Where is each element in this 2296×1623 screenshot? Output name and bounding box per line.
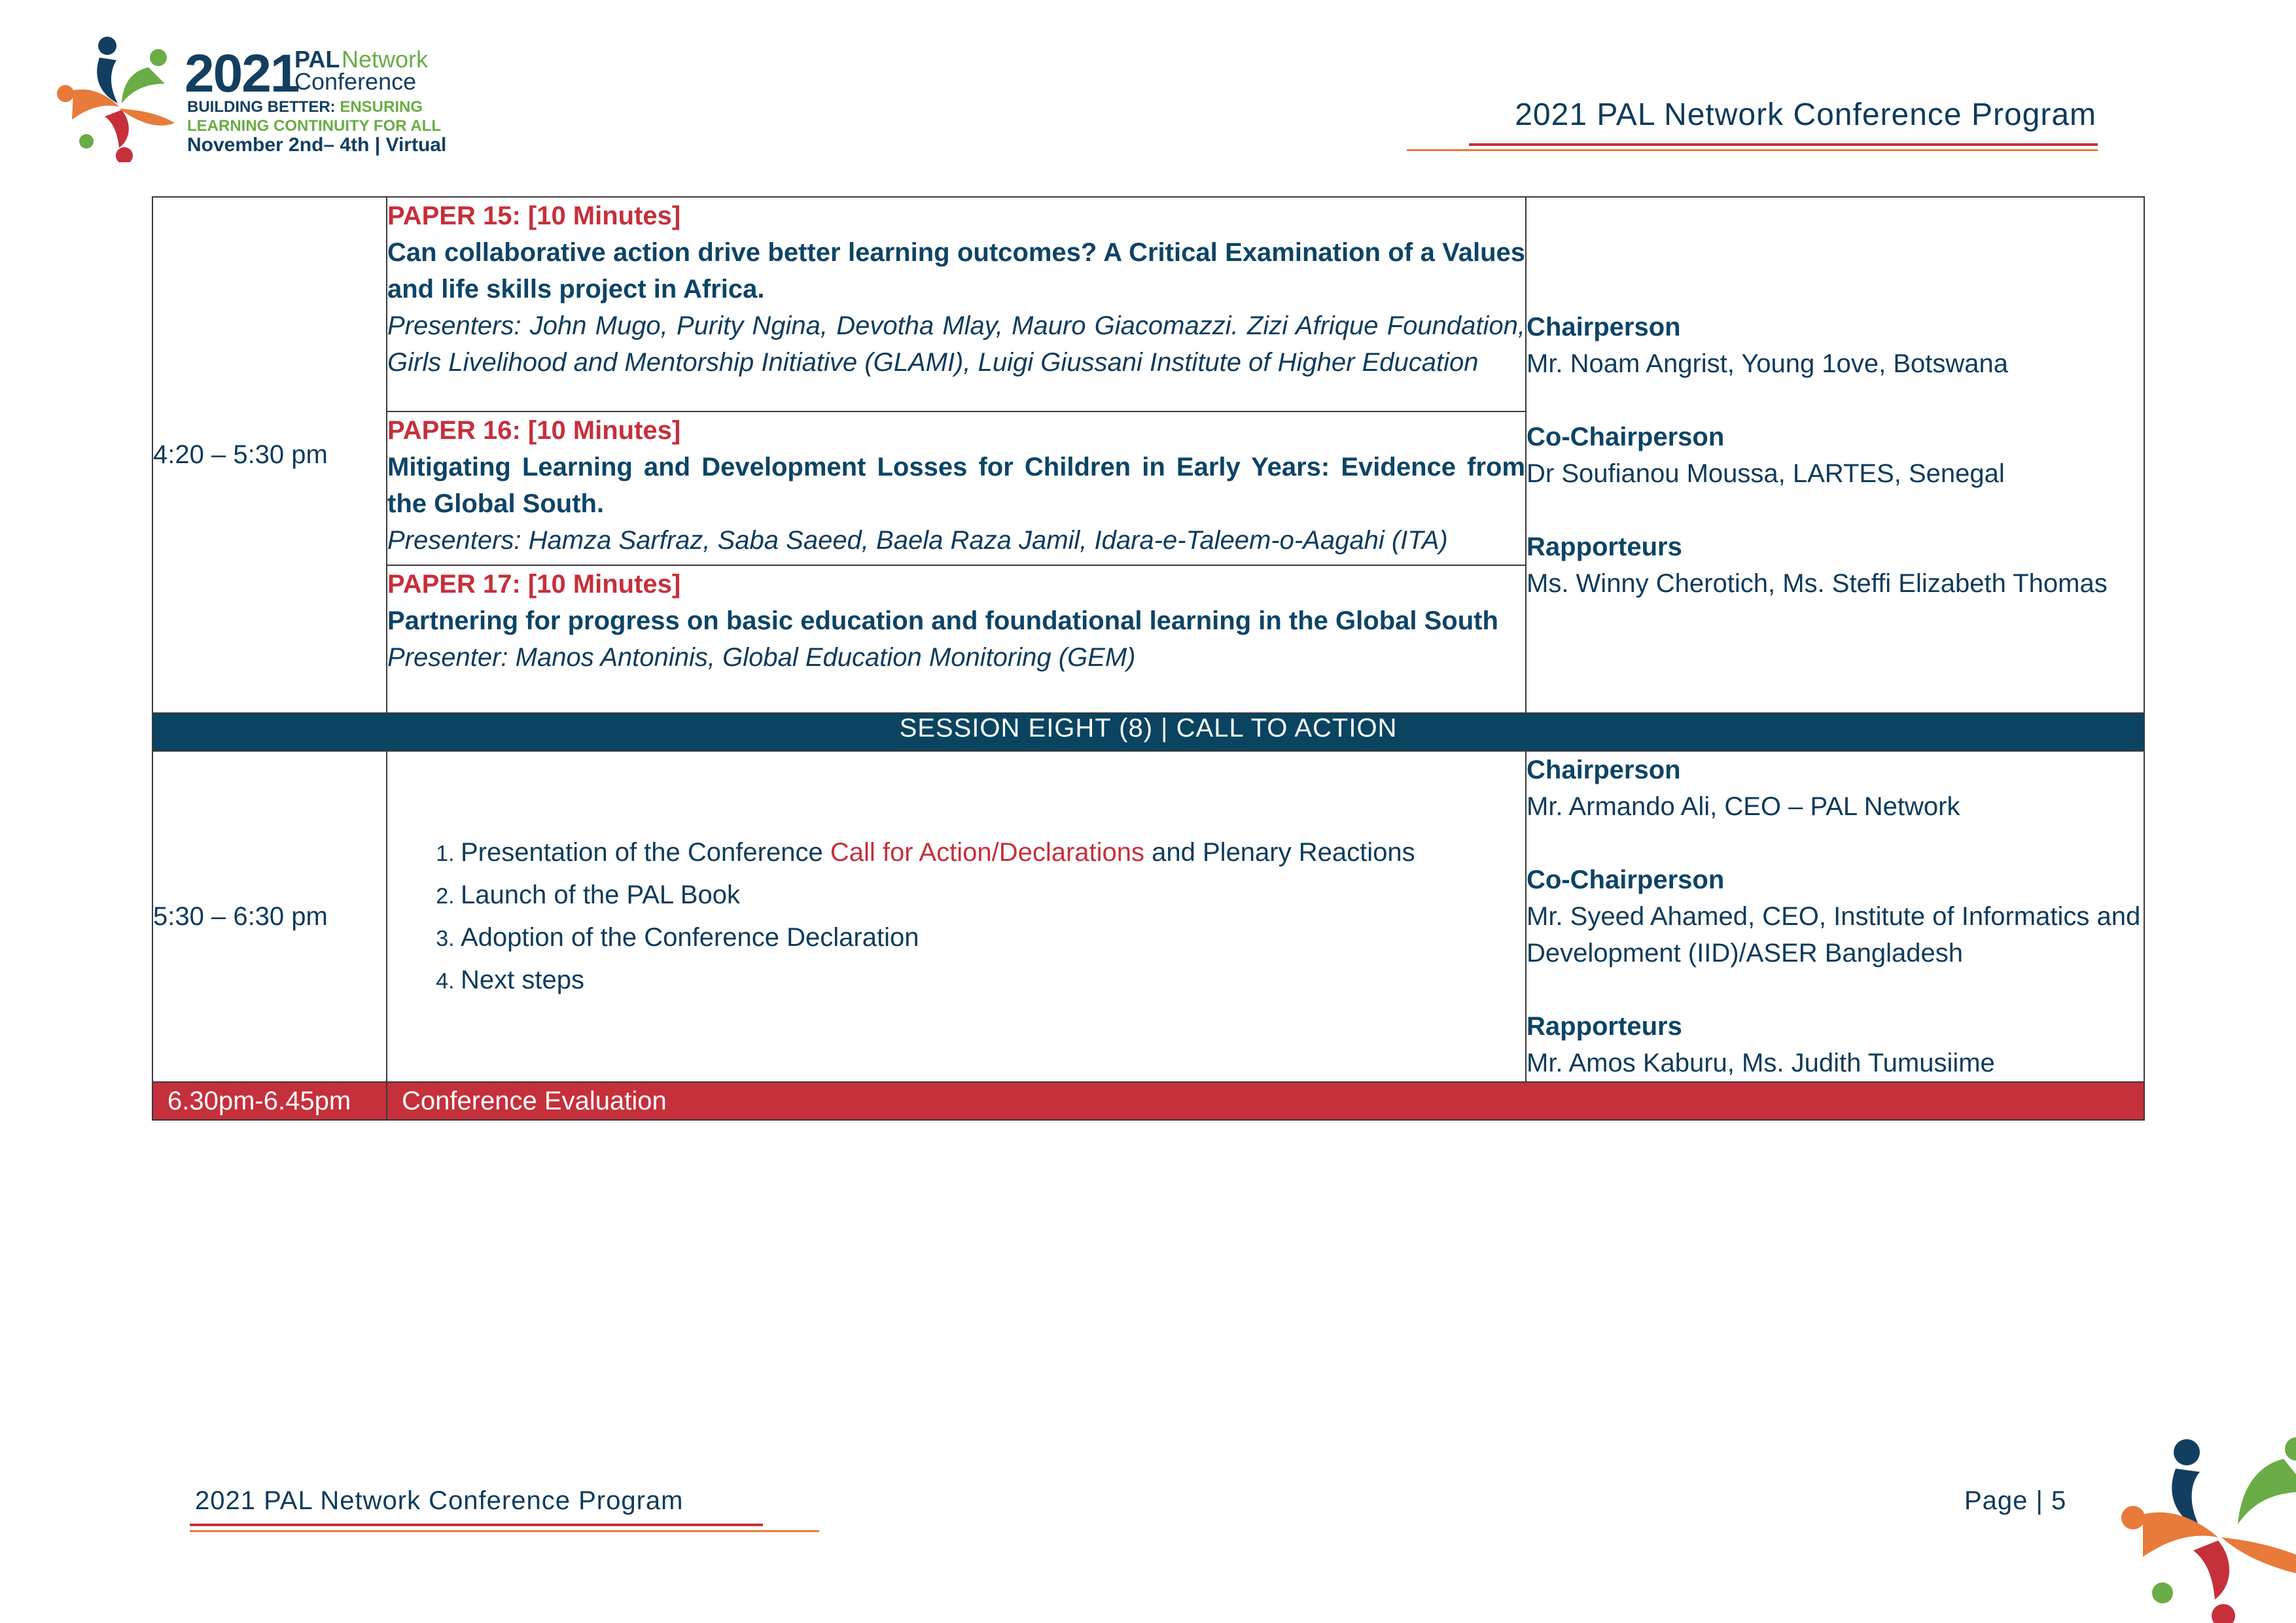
co-chairperson-name: Mr. Syeed Ahamed, CEO, Institute of Informatics and Development (IID)/ASER Bangladesh — [1527, 902, 2141, 968]
rapporteurs-label: Rapporteurs — [1527, 532, 1682, 561]
chairperson-label: Chairperson — [1527, 312, 1681, 341]
pal-people-logo-icon — [54, 31, 185, 162]
paper-title: Mitigating Learning and Development Losses for Children in Early Years: Evidence from the Global South. — [387, 453, 1525, 518]
paper-cell — [387, 197, 1526, 411]
agenda-item: 2. Launch of the PAL Book — [461, 874, 1525, 916]
paper-label: PAPER 17: [10 Minutes] — [387, 570, 681, 599]
chairperson-name: Mr. Armando Ali, CEO – PAL Network — [1527, 792, 1960, 821]
logo-tagline — [187, 98, 423, 116]
agenda-item — [461, 831, 1525, 874]
chair-cell — [1526, 197, 2144, 713]
paper-title: Partnering for progress on basic education and foundational learning in the Global South — [387, 606, 1498, 635]
paper-cell — [387, 411, 1526, 565]
table-row — [152, 751, 2144, 1082]
agenda-item-highlight: Call for Action/Declarations — [830, 838, 1145, 867]
table-row — [152, 197, 2144, 411]
time-slot: 5:30 – 6:30 pm — [152, 751, 387, 1082]
rapporteurs-names: Mr. Amos Kaburu, Ms. Judith Tumusiime — [1527, 1049, 1995, 1077]
logo-tagline-line2: LEARNING CONTINUITY FOR ALL — [187, 117, 441, 135]
evaluation-label: Conference Evaluation — [387, 1082, 2144, 1120]
header-rule-orange — [1407, 149, 2098, 151]
chairperson-label: Chairperson — [1527, 756, 1681, 784]
agenda-item: 3. Adoption of the Conference Declaration — [461, 916, 1525, 959]
header-rule-red — [1469, 143, 2098, 146]
session-banner: SESSION EIGHT (8) | CALL TO ACTION — [152, 713, 2144, 751]
logo-tagline-part1: BUILDING BETTER: — [187, 98, 336, 116]
paper-label: PAPER 15: [10 Minutes] — [387, 201, 681, 230]
logo-network: Network — [342, 46, 429, 73]
conference-logo — [54, 31, 447, 162]
rapporteurs-label: Rapporteurs — [1527, 1012, 1682, 1041]
paper-presenters: Presenters: John Mugo, Purity Ngina, Devotha Mlay, Mauro Giacomazzi. Zizi Afrique Foundation, Girls Livelihood and Mentorship Initiative (GLAMI), Luigi Giussani Institute of Higher Education — [387, 311, 1525, 377]
co-chairperson-label: Co-Chairperson — [1527, 865, 1725, 894]
footer-rule-orange — [190, 1530, 819, 1532]
chair-cell — [1526, 751, 2144, 1082]
co-chairperson-name: Dr Soufianou Moussa, LARTES, Senegal — [1527, 459, 2005, 488]
footer-rule-red — [190, 1524, 763, 1526]
co-chairperson-label: Co-Chairperson — [1527, 422, 1725, 451]
agenda-list — [387, 831, 1525, 1002]
logo-year: 2021 — [185, 44, 299, 103]
logo-tagline-part2: ENSURING — [340, 98, 423, 116]
paper-label: PAPER 16: [10 Minutes] — [387, 416, 681, 445]
schedule-table — [152, 196, 2145, 1121]
rapporteurs-names: Ms. Winny Cherotich, Ms. Steffi Elizabeth Thomas — [1527, 568, 2108, 598]
agenda-item: 4. Next steps — [461, 959, 1525, 1002]
paper-cell — [387, 565, 1526, 713]
agenda-item-text: and Plenary Reactions — [1144, 838, 1415, 867]
evaluation-time: 6.30pm-6.45pm — [152, 1082, 387, 1120]
logo-pal: PAL — [294, 46, 340, 73]
footer-title: 2021 PAL Network Conference Program — [195, 1486, 684, 1515]
logo-conference: Conference — [294, 68, 417, 95]
evaluation-row — [152, 1082, 2144, 1120]
header-title: 2021 PAL Network Conference Program — [1515, 97, 2096, 132]
time-slot: 4:20 – 5:30 pm — [152, 197, 387, 713]
paper-presenters: Presenter: Manos Antoninis, Global Education Monitoring (GEM) — [387, 643, 1136, 672]
agenda-item-text: Presentation of the Conference — [461, 838, 830, 867]
agenda-cell — [387, 751, 1526, 1082]
logo-dates: November 2nd– 4th | Virtual — [187, 134, 447, 156]
pal-corner-logo-icon — [2113, 1420, 2296, 1623]
chairperson-name: Mr. Noam Angrist, Young 1ove, Botswana — [1527, 349, 2008, 378]
paper-title: Can collaborative action drive better learning outcomes? A Critical Examination of a Values and life skills project in Africa. — [387, 238, 1525, 304]
session-banner-row — [152, 713, 2144, 751]
paper-presenters: Presenters: Hamza Sarfraz, Saba Saeed, Baela Raza Jamil, Idara-e-Taleem-o-Aagahi (ITA) — [387, 526, 1448, 555]
page-number: Page | 5 — [1964, 1486, 2067, 1515]
